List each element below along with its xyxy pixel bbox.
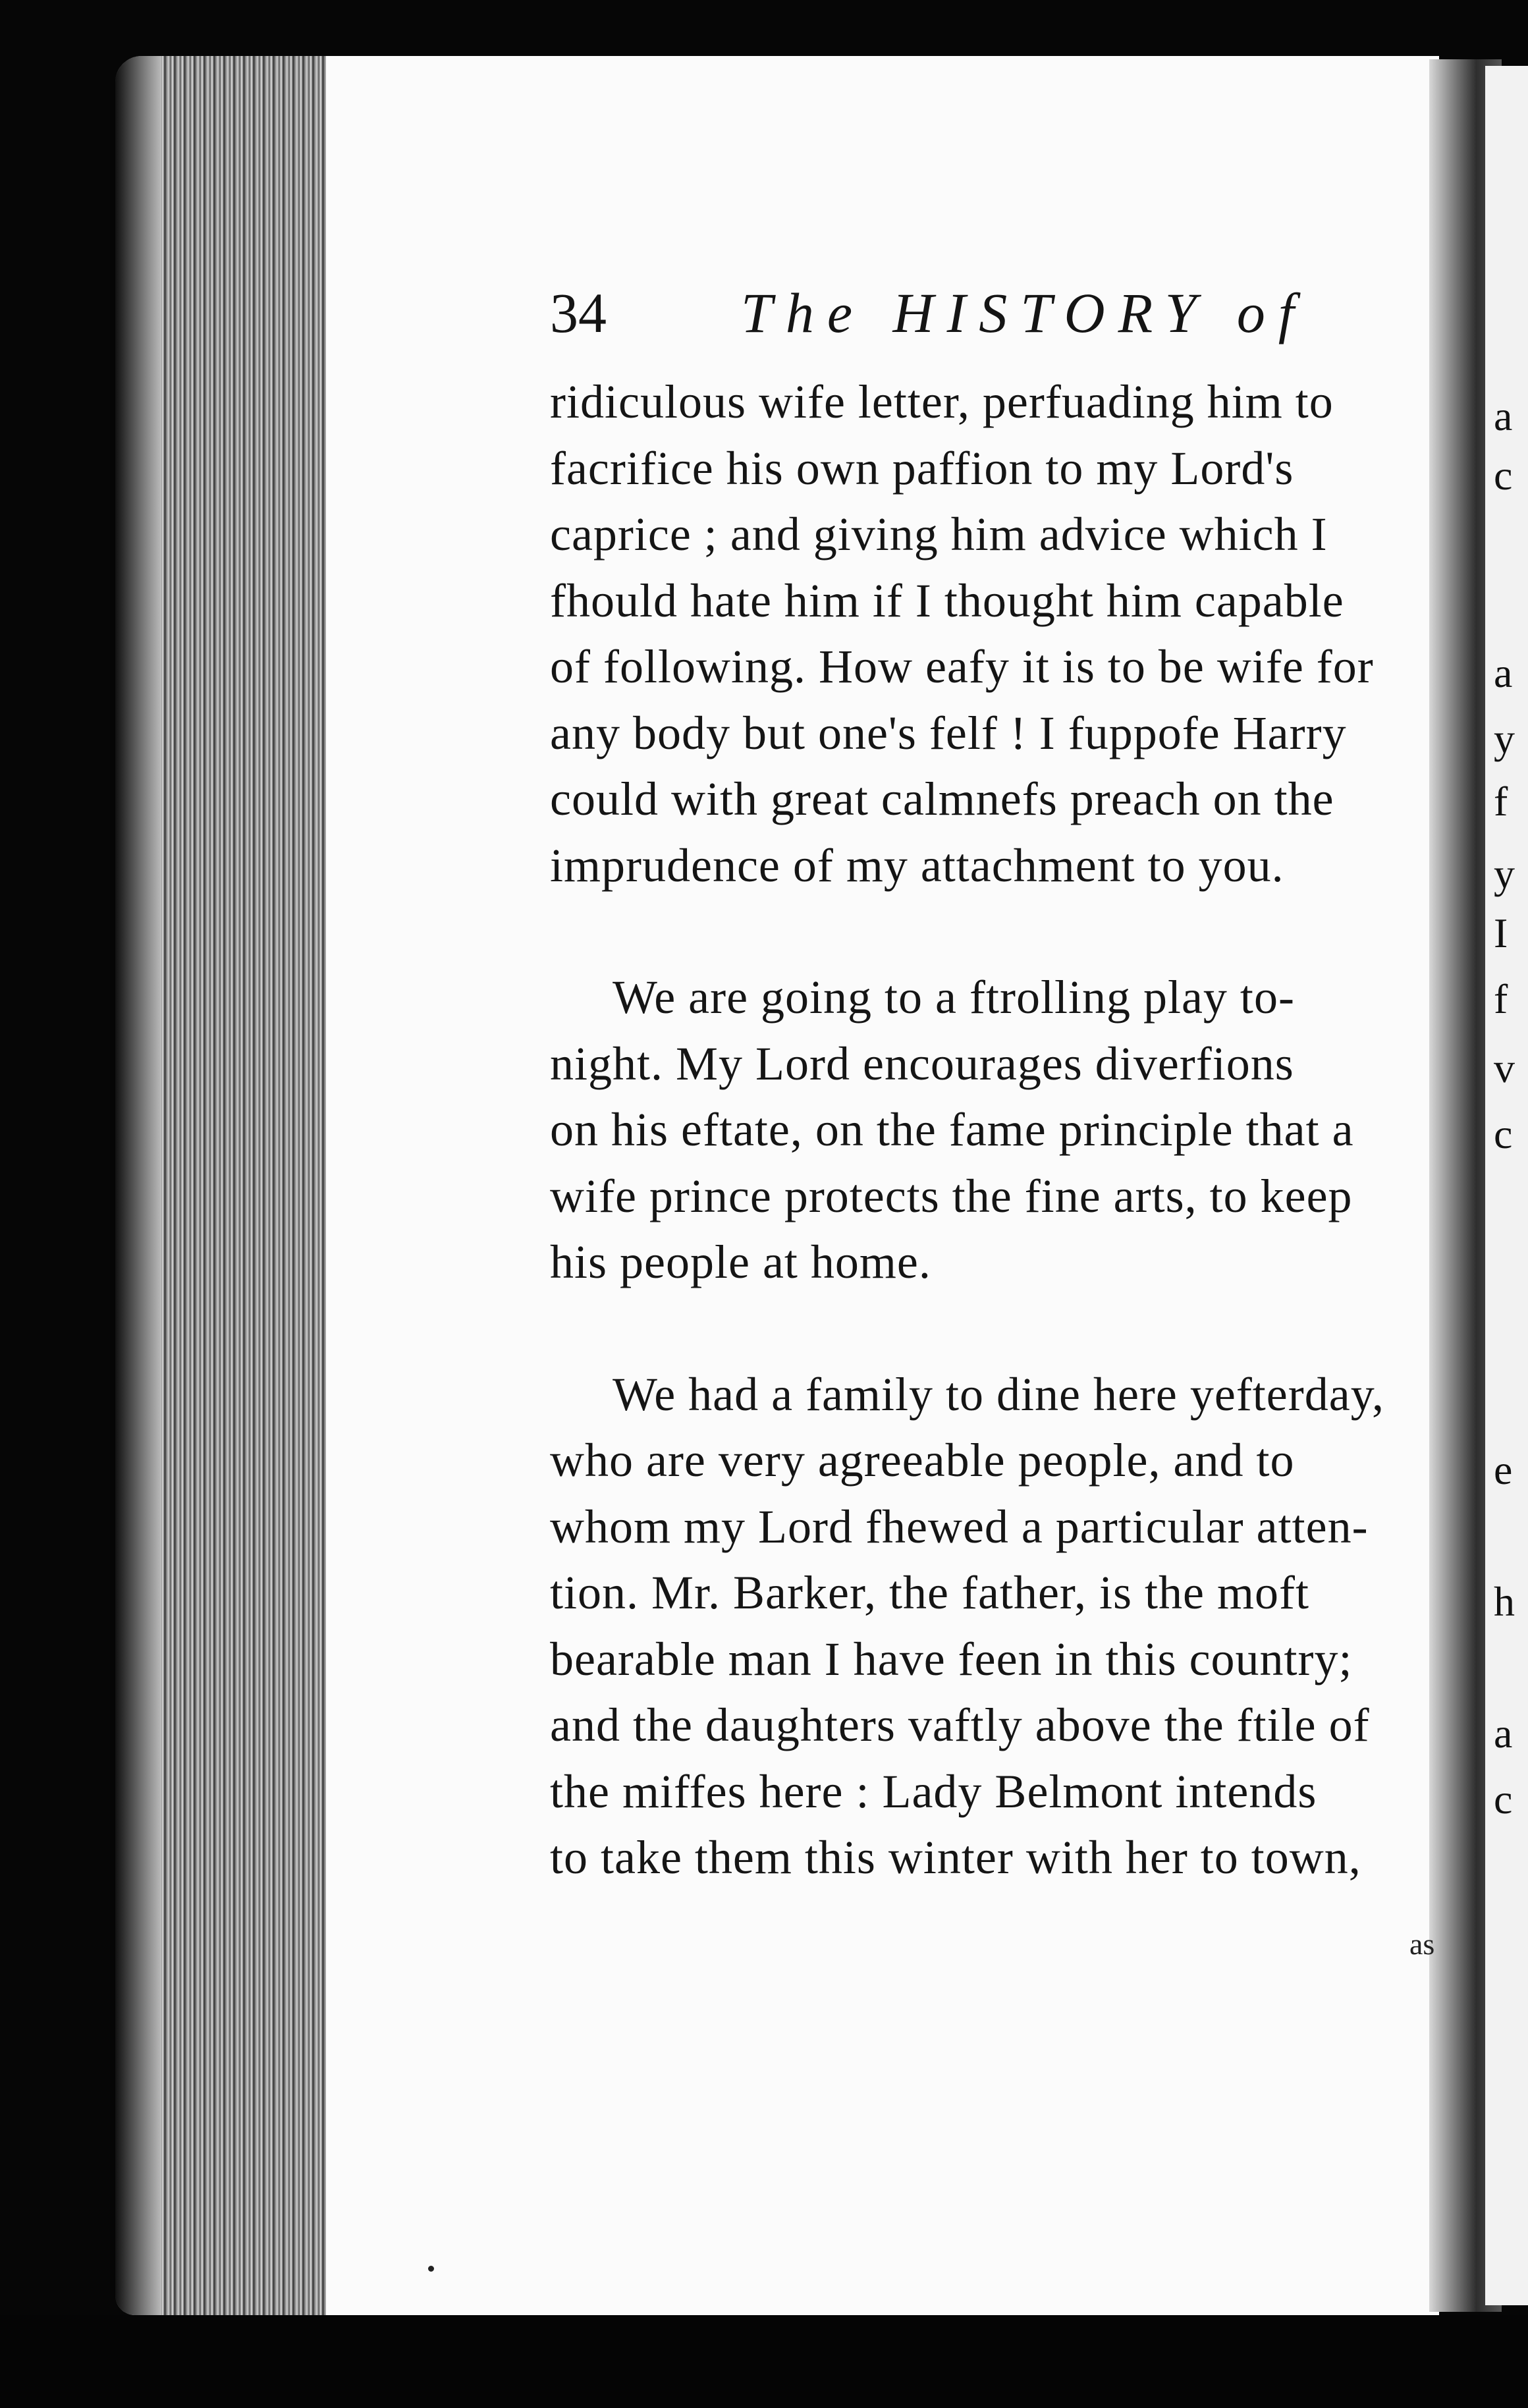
facing-letter: h — [1494, 1578, 1515, 1625]
body-text — [550, 369, 1436, 1891]
facing-letter: y — [1494, 850, 1515, 897]
text-line: night. My Lord encourages diverfions — [550, 1037, 1294, 1090]
paragraph — [550, 369, 1436, 898]
facing-letter: I — [1494, 910, 1508, 956]
facing-letter: c — [1494, 1776, 1513, 1822]
facing-letter: v — [1494, 1045, 1515, 1091]
page-header — [550, 280, 1307, 352]
text-line: wife prince protects the fine arts, to keep — [550, 1169, 1353, 1222]
facing-letter: f — [1494, 778, 1508, 825]
text-line: his people at home. — [550, 1236, 931, 1288]
text-line: tion. Mr. Barker, the father, is the moft — [550, 1566, 1309, 1619]
facing-letter: f — [1494, 975, 1508, 1022]
text-line: bearable man I have feen in this country; — [550, 1632, 1353, 1685]
page-edges — [115, 56, 333, 2315]
text-line: on his eftate, on the fame principle that a — [550, 1103, 1354, 1156]
text-line: caprice ; and giving him advice which I — [550, 508, 1328, 561]
text-line: the miffes here : Lady Belmont intends — [550, 1765, 1317, 1818]
text-line: whom my Lord fhewed a particular atten- — [550, 1500, 1369, 1553]
text-line: fhould hate him if I thought him capable — [550, 574, 1344, 627]
catchword: as — [1409, 1927, 1435, 1961]
ink-dot — [428, 2266, 434, 2272]
text-line: facrifice his own paffion to my Lord's — [550, 441, 1294, 495]
facing-letter: a — [1494, 393, 1513, 439]
text-line: ridiculous wife letter, perfuading him to — [550, 375, 1334, 428]
facing-letter: c — [1494, 452, 1513, 499]
text-line: could with great calmnefs preach on the — [550, 773, 1334, 825]
facing-letter: a — [1494, 649, 1513, 696]
facing-letter: a — [1494, 1710, 1513, 1757]
facing-letter: e — [1494, 1446, 1513, 1493]
page-number: 34 — [550, 281, 607, 344]
text-line: who are very agreeable people, and to — [550, 1434, 1295, 1487]
text-line: to take them this winter with her to town, — [550, 1831, 1361, 1884]
running-title: The HISTORY of — [741, 281, 1307, 344]
paragraph — [550, 1361, 1436, 1891]
text-line: any body but one's felf ! I fuppofe Harry — [550, 706, 1347, 759]
facing-letter: y — [1494, 715, 1515, 762]
scan-border — [0, 2315, 1528, 2408]
paragraph — [550, 964, 1436, 1296]
text-line: We had a family to dine here yefterday, — [613, 1367, 1385, 1421]
text-line: We are going to a ftrolling play to- — [613, 971, 1295, 1024]
facing-letter: c — [1494, 1110, 1513, 1157]
text-line: imprudence of my attachment to you. — [550, 838, 1284, 892]
text-line: of following. How eafy it is to be wife for — [550, 640, 1374, 693]
text-line: and the daughters vaftly above the ftile of — [550, 1699, 1370, 1751]
